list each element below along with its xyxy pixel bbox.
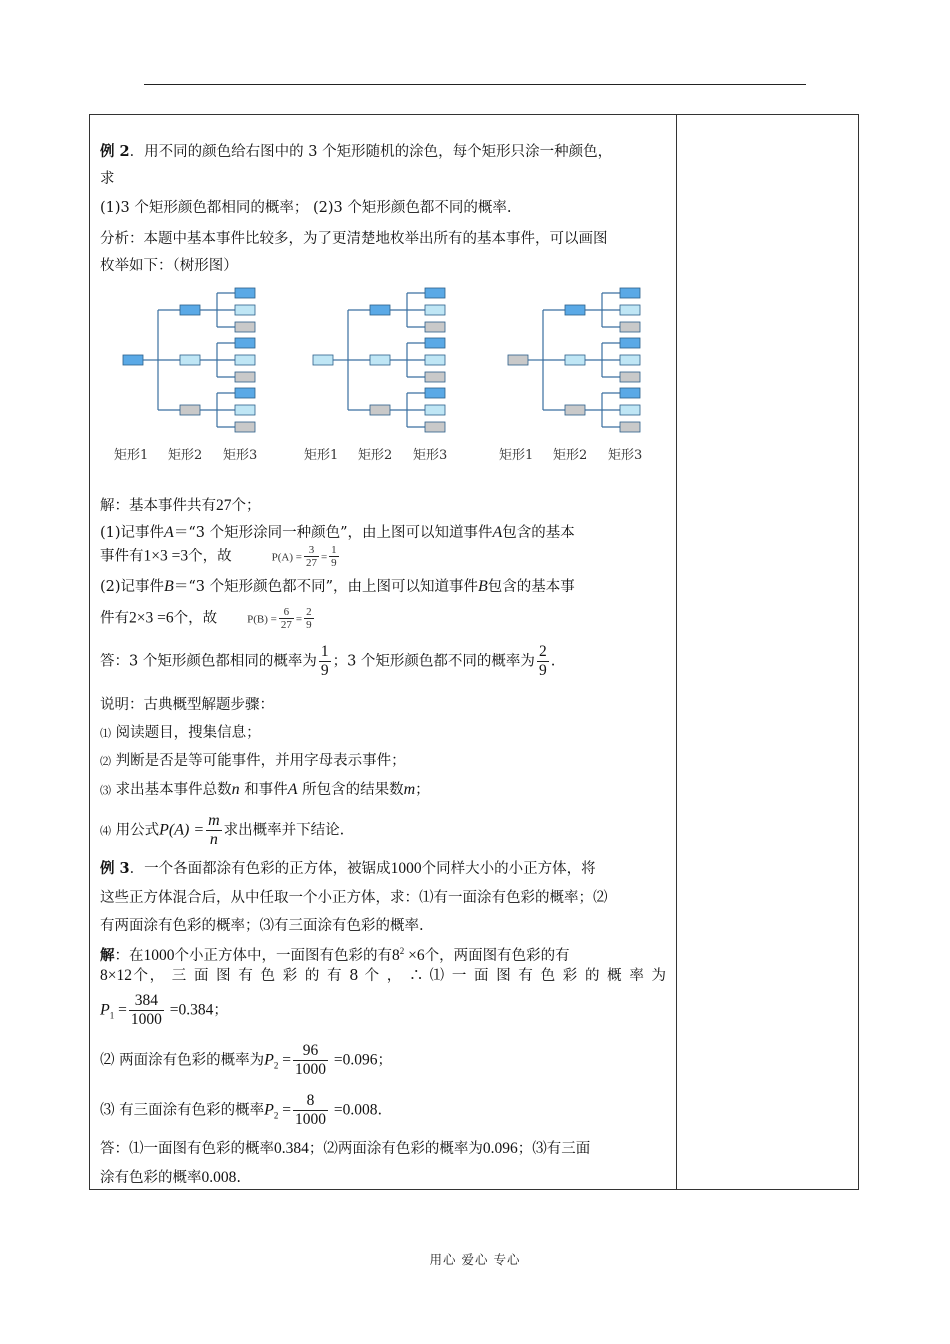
ex2-title: 例 2 <box>100 143 130 160</box>
ex2-solution-2-line2: 件有2×3 =6个，故 P(B) = $\frac{6}{27}$ = $\frac{2}{9}$ <box>100 606 312 631</box>
ex3-p2: ⑵ 两面涂有色彩的概率为$P_2$ = $\frac{96}{1000}$ =0.096； <box>100 1042 393 1078</box>
ex3-question-line3: 有两面涂有色彩的概率；⑶有三面涂有色彩的概率. <box>100 918 424 934</box>
ex2-solution-1-line2: 事件有1×3 =3个，故 P(A) = $\frac{3}{27}$ = $\frac{1}{9}$ <box>100 544 337 569</box>
ex2-solution-intro: 解：基本事件共有27个； <box>100 497 261 514</box>
tree-level3-rect <box>425 338 445 348</box>
tree-level3-rect <box>425 355 445 365</box>
tree-diagrams <box>110 282 670 472</box>
tree-level2-rect <box>565 405 585 415</box>
tree-level2-rect <box>180 355 200 365</box>
tree-level3-rect <box>620 355 640 365</box>
tree-level2-rect <box>370 405 390 415</box>
tree-level2-rect <box>565 355 585 365</box>
ex3-solution-line1: 解：在1000个小正方体中，一面图有色彩的有$8^2 \times 6$个，两面图有色彩的有 <box>100 946 570 964</box>
tree-root-rect <box>508 355 528 365</box>
ex3-title: 例 3 <box>100 860 130 877</box>
formula-pB: P(B) = <box>247 613 277 626</box>
tree-level3-rect <box>425 305 445 315</box>
ex2-parts: (1)3 个矩形颜色都相同的概率； (2)3 个矩形颜色都不同的概率. <box>100 200 512 216</box>
tree-root-rect <box>123 355 143 365</box>
tree-level2-rect <box>370 305 390 315</box>
tree-level2-rect <box>370 355 390 365</box>
tree-label: 矩形2 <box>168 448 203 463</box>
page-footer: 用心 爱心 专心 <box>429 1252 521 1267</box>
notes-title: 说明：古典概型解题步骤： <box>100 697 274 713</box>
tree-level3-rect <box>235 372 255 382</box>
ex2-solution-1-line1: (1)记事件A＝“3 个矩形涂同一种颜色”，由上图可以知道事件A包含的基本 <box>100 524 575 541</box>
tree-level3-rect <box>235 305 255 315</box>
tree-level2-rect <box>565 305 585 315</box>
ex3-answer-line2: 涂有色彩的概率0.008. <box>100 1169 241 1186</box>
tree-level3-rect <box>620 422 640 432</box>
tree-label: 矩形3 <box>413 448 448 463</box>
tree-level3-rect <box>235 288 255 298</box>
tree-label: 矩形2 <box>358 448 393 463</box>
ex2-analysis-line1: 分析：本题中基本事件比较多，为了更清楚地枚举出所有的基本事件，可以画图 <box>100 231 608 247</box>
tree-level3-rect <box>235 322 255 332</box>
ex3-answer-line1: 答：⑴一面图有色彩的概率0.384；⑵两面涂有色彩的概率为0.096；⑶有三面 <box>100 1140 591 1157</box>
tree-level3-rect <box>620 305 640 315</box>
tree-label: 矩形3 <box>223 448 258 463</box>
tree-level3-rect <box>425 288 445 298</box>
ex3-p1: $P_1$ = $\frac{384}{1000}$ =0.384； <box>100 992 228 1028</box>
ex3-p3: ⑶ 有三面涂有色彩的概率$P_2$ = $\frac{8}{1000}$ =0.008. <box>100 1092 383 1128</box>
tree-label: 矩形2 <box>553 448 588 463</box>
tree-level3-rect <box>235 355 255 365</box>
ex2-answer: 答：3 个矩形颜色都相同的概率为 $\frac{1}{9}$ ；3 个矩形颜色都不同的概率为 $\frac{2}{9}$ . <box>100 643 556 679</box>
ex3-question-line2: 这些正方体混合后，从中任取一个小正方体，求：⑴有一面涂有色彩的概率；⑵ <box>100 890 608 906</box>
tree-label: 矩形1 <box>499 448 534 463</box>
tree-level3-rect <box>425 372 445 382</box>
tree-level3-rect <box>620 388 640 398</box>
tree-diagram-svg <box>110 282 670 442</box>
tree-level3-rect <box>425 422 445 432</box>
tree-level3-rect <box>425 388 445 398</box>
tree-level3-rect <box>235 405 255 415</box>
tree-level3-rect <box>425 405 445 415</box>
header-rule <box>144 84 806 85</box>
ex3-question-line1: 例 3．一个各面都涂有色彩的正方体，被锯成1000个同样大小的小正方体，将 <box>100 860 596 877</box>
tree-level3-rect <box>235 338 255 348</box>
table-column-divider <box>676 114 677 1190</box>
notes-step4: ⑷ 用公式P(A) = $\frac{m}{n}$ 求出概率并下结论. <box>100 812 345 848</box>
tree-level3-rect <box>620 372 640 382</box>
ex2-solution-2-line1: (2)记事件B＝“3 个矩形颜色都不同”，由上图可以知道事件B包含的基本事 <box>100 578 575 595</box>
ex3-solution-line2: 8×12个， 三 面 图 有 色 彩 的 有 8 个 ， ∴ ⑴ 一 面 图 有 色 彩 的 概 率 为 <box>100 967 666 984</box>
tree-label: 矩形1 <box>114 448 149 463</box>
tree-level3-rect <box>620 405 640 415</box>
tree-level2-rect <box>180 405 200 415</box>
notes-step2: ⑵ 判断是否是等可能事件，并用字母表示事件； <box>100 753 406 769</box>
tree-root-rect <box>313 355 333 365</box>
tree-label: 矩形1 <box>304 448 339 463</box>
tree-level3-rect <box>620 338 640 348</box>
tree-level2-rect <box>180 305 200 315</box>
notes-step3: ⑶ 求出基本事件总数n 和事件A 所包含的结果数m； <box>100 781 430 798</box>
tree-level3-rect <box>235 388 255 398</box>
tree-label: 矩形3 <box>608 448 643 463</box>
ex2-question-line2: 求 <box>100 171 115 187</box>
formula-pA: P(A) = <box>271 551 302 564</box>
ex2-question-line1: 例 2．用不同的颜色给右图中的 3 个矩形随机的涂色，每个矩形只涂一种颜色， <box>100 143 613 160</box>
ex2-analysis-line2: 枚举如下：（树形图） <box>100 258 238 274</box>
tree-level3-rect <box>620 288 640 298</box>
tree-level3-rect <box>620 322 640 332</box>
notes-step1: ⑴ 阅读题目，搜集信息； <box>100 725 261 741</box>
tree-level3-rect <box>425 322 445 332</box>
tree-level3-rect <box>235 422 255 432</box>
